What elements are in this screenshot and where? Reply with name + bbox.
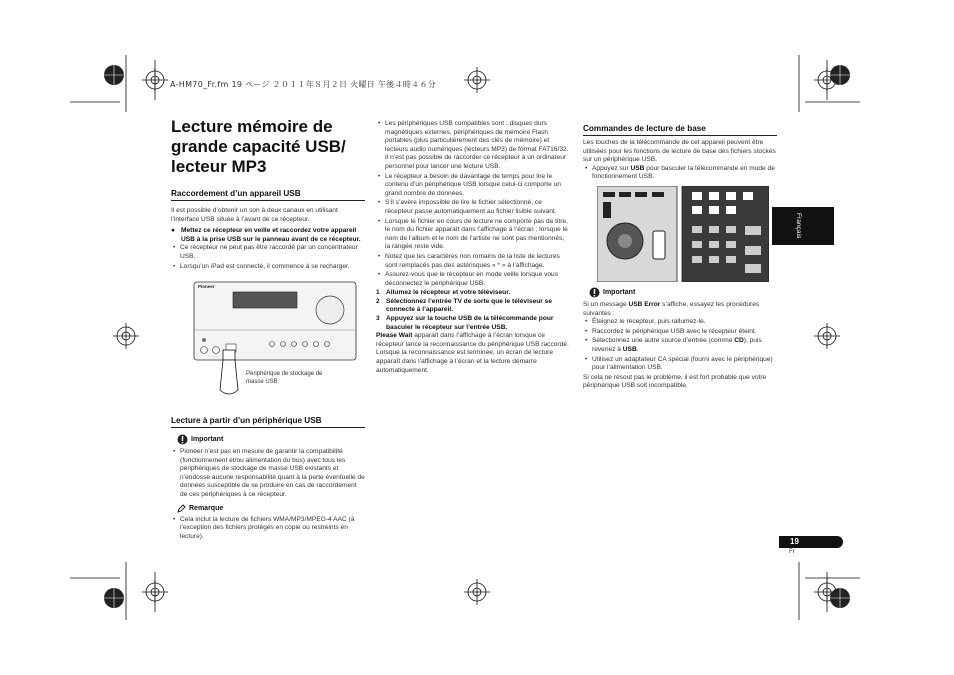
step-number: 2 bbox=[376, 297, 380, 305]
page-number: 19 bbox=[790, 537, 799, 546]
list-item: • Cela inclut la lecture de fichiers WMA/MP3/MPEG-4 AAC (à l’exception des fichiers protégés en copie ou restreints en lecture). bbox=[171, 516, 365, 542]
column-3 bbox=[583, 124, 777, 183]
language-tab bbox=[772, 207, 834, 245]
column-1-lower bbox=[171, 416, 365, 542]
page-number-badge bbox=[779, 536, 843, 548]
commandes-bullets bbox=[583, 165, 777, 182]
title-line-1: Lecture mémoire de bbox=[171, 117, 333, 136]
list-item: • Utilisez un adaptateur CA spécial (fourni avec le périphérique) pour l’alimentation USB. bbox=[583, 356, 777, 373]
list-item: • Appuyez sur USB pour basculer la télécommande en mode de fonctionnement USB. bbox=[583, 165, 777, 182]
important-heading bbox=[589, 287, 777, 298]
list-item: • S’il s’avère impossible de lire le fichier sélectionné, ce récepteur passe automatiquement au fichier lisible suivant. bbox=[376, 199, 570, 216]
step-text: Sélectionnez l’entrée TV de sorte que le téléviseur se connecte à l’appareil. bbox=[386, 297, 553, 314]
usb-error-bullets bbox=[583, 318, 777, 373]
list-item: • Sélectionnez une autre source d’entrée (comme CD), puis revenez à USB. bbox=[583, 337, 777, 354]
title-line-2: grande capacité USB/ bbox=[171, 137, 346, 156]
device-brand: Pioneer bbox=[198, 284, 215, 289]
section-title-raccordement: Raccordement d’un appareil USB bbox=[171, 189, 365, 201]
usb-incompatible-note: Si cela ne résout pas le problème, il est fort probable que votre périphérique USB soit incompatible. bbox=[583, 373, 767, 390]
list-item: • Raccordez le périphérique USB avec le récepteur éteint. bbox=[583, 328, 777, 337]
title-line-3: lecteur MP3 bbox=[171, 157, 267, 176]
remarque-label: Remarque bbox=[189, 504, 224, 512]
pencil-icon bbox=[177, 504, 186, 513]
list-item: • Notez que les caractères non romains de la liste de lectures sont remplacés pas des astérisques « * » à l’affichage. bbox=[376, 253, 570, 270]
list-item: • Le récepteur a besoin de davantage de temps pour lire le contenu d’un périphérique USB lorsque celui-ci comporte un grand nombre de données. bbox=[376, 173, 570, 199]
language-tab-label: Français bbox=[795, 213, 802, 239]
step-text: Allumez le récepteur et votre téléviseur. bbox=[386, 289, 511, 297]
important-label: Important bbox=[603, 289, 636, 296]
please-wait-label: Please Wait bbox=[376, 332, 413, 340]
list-item: • Pioneer n’est pas en mesure de garantir la compatibilité (fonctionnement et/ou alimentation du bus) avec tous les périphériques de stockage de masse USB existants et n’endosse aucune responsabilité quant à la perte éventuelle de données susceptible de se produire en cas de raccordement de ces périphériques à ce récepteur. bbox=[171, 448, 365, 500]
commandes-intro: Les touches de la télécommande de cet appareil peuvent être utilisées pour les fonctions de lecture de base des fichiers stockés sur un périphérique USB. bbox=[583, 139, 776, 164]
please-wait-paragraph bbox=[376, 332, 570, 375]
usb-notes-list bbox=[376, 120, 570, 288]
step-bullet-icon: ● bbox=[171, 227, 175, 235]
usb-error-text: Si un message USB Error s’affiche, essayez les procédures suivantes : bbox=[583, 301, 760, 317]
section-title-lecture: Lecture à partir d’un périphérique USB bbox=[171, 416, 365, 428]
section-intro: Il est possible d’obtenir un son à deux canaux en utilisant l’interface USB située à l’avant de ce récepteur. bbox=[171, 207, 338, 223]
step-number: 1 bbox=[376, 289, 380, 297]
step-1 bbox=[376, 289, 570, 298]
important-icon bbox=[589, 287, 600, 298]
device-caption: Périphérique de stockage de masse USB bbox=[246, 371, 323, 385]
list-item: • Éteignez le récepteur, puis rallumez-le. bbox=[583, 318, 777, 327]
page-title bbox=[171, 117, 371, 177]
list-item: • Les périphériques USB compatibles sont : disques durs magnétiques externes, périphériques de mémoire Flash portables (plus particulièrement des clés de mémoire) et lecteurs audio numériques (lecteurs MP3) de format FAT16/32. Il n’est pas possible de raccorder ce récepteur à un ordinateur personnel pour lancer une lecture USB. bbox=[376, 120, 570, 172]
list-item: • Lorsqu’un iPad est connecté, il commence à se recharger. bbox=[171, 263, 365, 272]
column-2 bbox=[376, 120, 570, 375]
remarque-heading bbox=[177, 504, 365, 513]
important-label: Important bbox=[191, 436, 224, 443]
connect-step bbox=[171, 227, 365, 244]
list-item: • Assurez-vous que le récepteur en mode veille lorsque vous déconnectez le périphérique USB. bbox=[376, 271, 570, 288]
step-text: Appuyez sur la touche USB de la télécommande pour basculer le récepteur sur l’entrée USB. bbox=[386, 315, 554, 331]
remote-illustration bbox=[597, 186, 769, 282]
page-lang: Fr bbox=[789, 549, 795, 555]
please-wait-text: apparaît dans l’affichage à l’écran lorsque ce récepteur lance la reconnaissance du périphérique USB raccordé. Lorsque la reconnaissance est terminée, un écran de lecture apparaît dans l’affichage à l’écran et la lecture démarre automatiquement. bbox=[376, 332, 569, 374]
connect-step-text: Mettez ce récepteur en veille et raccordez votre appareil USB à la prise USB sur le panneau avant de ce récepteur. bbox=[181, 227, 361, 243]
section-title-commandes: Commandes de lecture de base bbox=[583, 124, 777, 136]
step-number: 3 bbox=[376, 315, 380, 323]
remarque-bullets bbox=[171, 516, 365, 542]
column-3-important bbox=[583, 287, 777, 391]
column-1 bbox=[171, 189, 365, 272]
important-bullets bbox=[171, 448, 365, 500]
important-icon bbox=[177, 434, 188, 445]
connect-bullets bbox=[171, 244, 365, 271]
step-3 bbox=[376, 315, 570, 332]
step-2 bbox=[376, 298, 570, 315]
print-header: A-HM70_Fr.fm 19 ページ ２０１１年８月２日 火曜日 午後４時４６分 bbox=[170, 80, 437, 89]
list-item: • Ce récepteur ne peut pas être raccordé par un concentrateur USB. bbox=[171, 244, 365, 261]
list-item: • Lorsque le fichier en cours de lecture ne comporte pas de titre, le nom du fichier apparaît dans l’affichage à l’écran ; lorsque le nom de l’album et le nom de l’artiste ne sont pas mentionnés, la rangée reste vide. bbox=[376, 218, 570, 252]
important-heading bbox=[177, 434, 365, 445]
